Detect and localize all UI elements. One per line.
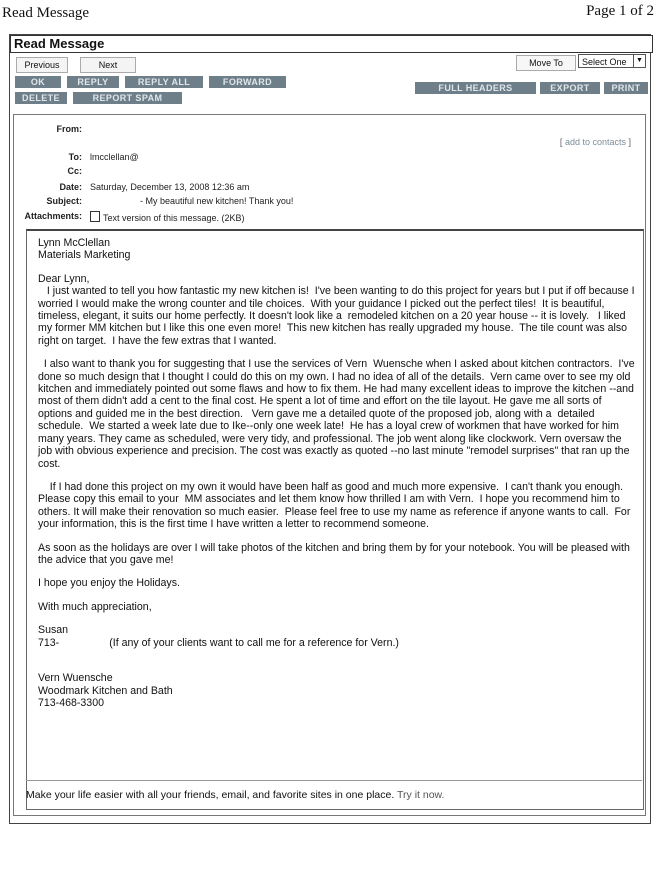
previous-button[interactable]: Previous [16,57,68,73]
attachment-name: Text version of this message. (2KB) [103,213,245,223]
next-button[interactable]: Next [80,57,136,73]
full-headers-button[interactable]: FULL HEADERS [415,82,536,94]
promo-footer [26,789,444,801]
move-to-select-value: Select One [582,57,627,67]
message-paragraph: Susan 713- (If any of your clients want to call me for a reference for Vern.) [38,624,399,649]
move-to-button[interactable]: Move To [516,55,576,71]
forward-button[interactable]: FORWARD [209,76,286,88]
message-body [26,229,644,810]
message-paragraph: I also want to thank you for suggesting that I use the services of Vern Wuensche when I asked about kitchen contractors. I've done so much design that I thought I could do this on my own. I had no idea of all of the details. Vern came over to see my old kitchen and immediately pointed out some flaws and how to fix them. He had many excellent ideas to improve the kitchen --and most of them didn't add a cent to the final cost. He spent a lot of time and effort on the tile layout. He gave me all sorts of options and guided me in the best direction. Vern gave me a detailed quote of the proposed job, along with a detailed schedule. We started a week late due to Ike--only one week late! He has a loyal crew of workmen that have worked for him many years. They came as scheduled, were very tidy, and professional. The job went along like clockwork. Vern oversaw the job with obvious experience and precision. The cost was exactly as quoted --no last minute "remodel surprises" that ran up the cost. [38,358,638,470]
reply-button[interactable]: REPLY [67,76,119,88]
date-value: Saturday, December 13, 2008 12:36 am [90,182,250,192]
page-number: Page 1 of 2 [586,3,654,19]
message-text [38,237,638,721]
message-paragraph: Lynn McClellan Materials Marketing [38,237,131,262]
message-paragraph: Dear Lynn, I just wanted to tell you how fantastic my new kitchen is! I've been wanting to do this project for years but I put if off because I worried I would make the wrong counter and tile choices. With your guidance I picked out the perfect tiles! It is beautiful, timeless, elegant, it suits our home perfectly. It doesn't look like a remodeled kitchen on a 20 year house -- it is lovely. I liked my former MM kitchen but I like this one even more! This new kitchen has really upgraded my house. The tile count was also right on target. I have the few extras that I wanted. [38,272,635,347]
attachment-link[interactable] [90,211,245,223]
message-paragraph: If I had done this project on my own it would have been half as good and much more expensive. I can't thank you enough. Please copy this email to your MM associates and let them know how thrilled I am with Vern. I hope you recommend him to others. It will make their renovation so much easier. Please feel free to use my name as reference if anyone wants to call. For your information, this is the first time I have written a letter to recommend someone. [38,480,634,531]
export-button[interactable]: EXPORT [540,82,600,94]
document-icon [90,211,100,222]
try-it-now-link[interactable]: Try it now. [397,789,445,801]
message-paragraph: Vern Wuensche Woodmark Kitchen and Bath 713-468-3300 [38,672,173,710]
add-to-contacts-label: add to contacts [564,137,626,147]
attachments-label: Attachments: [24,211,82,221]
move-to-select[interactable] [578,54,646,68]
window-title: Read Message [10,35,653,53]
print-page-title: Read Message [2,5,90,21]
ok-button[interactable]: OK [15,76,61,88]
from-label: From: [56,124,82,134]
chevron-down-icon[interactable]: ▼ [633,55,645,67]
to-value: lmcclellan@ [90,152,139,162]
print-button[interactable]: PRINT [604,82,648,94]
message-paragraph: I hope you enjoy the Holidays. [38,577,180,590]
cc-label: Cc: [67,166,82,176]
message-paragraph: As soon as the holidays are over I will take photos of the kitchen and bring them by for your notebook. You will be pleased with the advice that you gave me! [38,541,633,566]
message-paragraph: With much appreciation, [38,600,152,613]
read-message-window [9,34,651,824]
promo-text: Make your life easier with all your friends, email, and favorite sites in one place. [26,789,395,801]
add-to-contacts-link[interactable]: [ add to contacts ] [559,137,631,147]
to-label: To: [68,152,82,162]
subject-value: - My beautiful new kitchen! Thank you! [140,196,294,206]
message-panel [13,114,646,816]
footer-divider [26,780,642,781]
reply-all-button[interactable]: REPLY ALL [125,76,203,88]
delete-button[interactable]: DELETE [15,92,67,104]
report-spam-button[interactable]: REPORT SPAM [73,92,182,104]
subject-label: Subject: [46,196,82,206]
date-label: Date: [59,182,82,192]
